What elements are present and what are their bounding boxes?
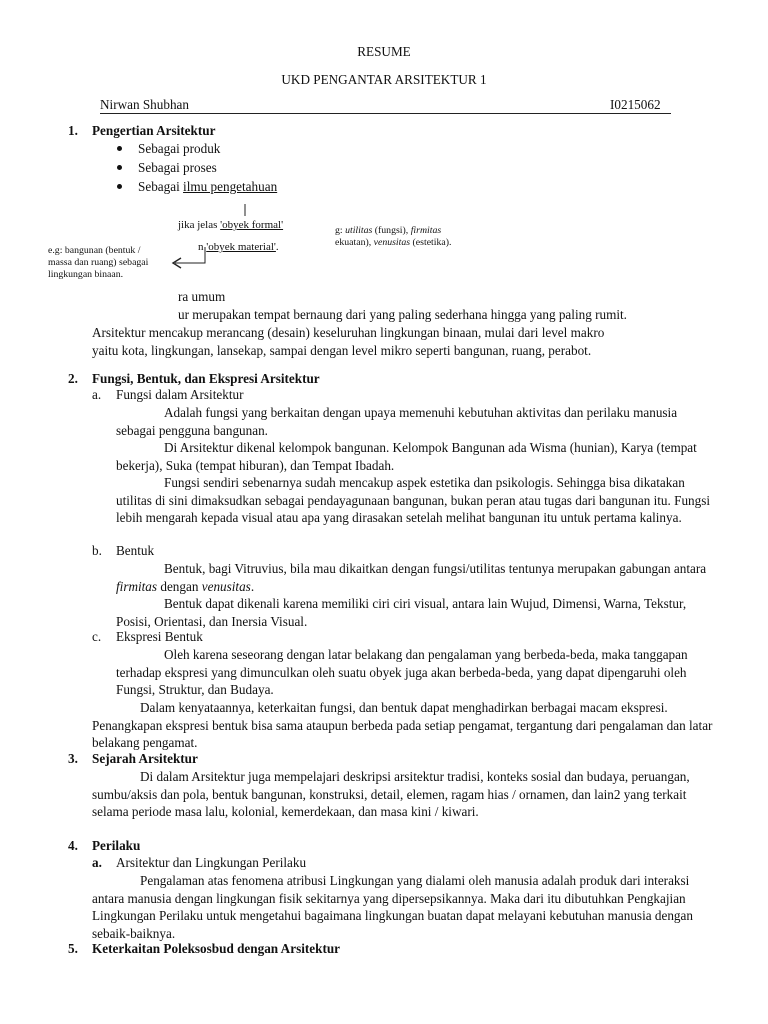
list-item: Sebagai ilmu pengetahuan [138, 179, 278, 194]
callout-material: n 'obyek material'. [198, 241, 279, 253]
callout-example: e.g: bangunan (bentuk / massa dan ruang) sebagai lingkungan binaan. [48, 245, 149, 280]
partial-text: ur merupakan tempat bernaung dari yang paling sederhana hingga yang paling rumit. [178, 307, 627, 322]
sub-heading: Arsitektur dan Lingkungan Perilaku [116, 855, 307, 870]
section-heading: Perilaku [92, 838, 141, 853]
student-id: I0215062 [610, 97, 661, 112]
sub-label: c. [92, 629, 102, 644]
sub-heading: Fungsi dalam Arsitektur [116, 387, 244, 402]
callout-vitruvius: g: utilitas (fungsi), firmitas ekuatan), venusitas (estetika). [335, 225, 452, 248]
sub-label: a. [92, 855, 102, 870]
paragraph: Oleh karena seseorang dengan latar belakang dan pengalaman yang berbeda-beda, maka tanggapan terhadap ekspresi yang dimunculkan oleh suatu obyek juga akan berbeda-beda, yang dapat dipengaruhi oleh Fungsi, Struktur, dan Budaya. [116, 647, 688, 698]
paragraph: Pengalaman atas fenomena atribusi Lingkungan yang dialami oleh manusia adalah produk dari interaksi antara manusia dengan lingkungan fisik sekitarnya yang dipersepsikannya. Maka dari itu dibutuhkan Pengkajian Lingkungan Perilaku untuk mengetahui bagaimana lingkungan buatan dapat melayani kebutuhan manusia dengan sebaik-baiknya. [92, 873, 693, 941]
paragraph: Dalam kenyataannya, keterkaitan fungsi, dan bentuk dapat menghadirkan berbagai macam ekspresi. Penangkapan ekspresi bentuk bisa sama ataupun berbeda pada setiap pengamat, tergantung dari pengalaman dan latar belakang pengamat. [92, 700, 713, 751]
section-number: 1. [68, 123, 78, 138]
sub-heading: Bentuk [116, 543, 155, 558]
section-number: 5. [68, 941, 78, 956]
paragraph: Bentuk dapat dikenali karena memiliki ciri ciri visual, antara lain Wujud, Dimensi, Warna, Tekstur, Posisi, Orientasi, dan Inersia Visual. [116, 596, 687, 629]
section-number: 3. [68, 751, 78, 766]
paragraph: Bentuk, bagi Vitruvius, bila mau dikaitkan dengan fungsi/utilitas tentunya merupakan gabungan antara firmitas dengan venusitas. [116, 561, 707, 594]
sub-label: a. [92, 387, 102, 402]
paragraph-line: yaitu kota, lingkungan, lansekap, sampai dengan level mikro seperti bangunan, ruang, perabot. [92, 343, 592, 358]
section-number: 2. [68, 371, 78, 386]
section-heading: Keterkaitan Poleksosbud dengan Arsitektur [92, 941, 341, 956]
section-heading: Fungsi, Bentuk, dan Ekspresi Arsitektur [92, 371, 320, 386]
sub-heading: Ekspresi Bentuk [116, 629, 203, 644]
section-heading: Sejarah Arsitektur [92, 751, 198, 766]
sub-label: b. [92, 543, 102, 558]
paragraph: Adalah fungsi yang berkaitan dengan upaya memenuhi kebutuhan aktivitas dan perilaku manusia sebagai pengguna bangunan. [116, 405, 678, 438]
paragraph: Di dalam Arsitektur juga mempelajari deskripsi arsitektur tradisi, konteks sosial dan budaya, peruangan, sumbu/aksis dan pola, bentuk bangunan, konstruksi, detail, elemen, ragam hias / ornamen, dan lain2 yang terkait selama periode masa lalu, kolonial, kemerdekaan, dan masa kini / kiwari. [92, 769, 690, 820]
author-name: Nirwan Shubhan [100, 97, 190, 112]
partial-text: ra umum [178, 289, 226, 304]
section-number: 4. [68, 838, 78, 853]
section-heading: Pengertian Arsitektur [92, 123, 216, 138]
list-item: Sebagai produk [138, 141, 221, 156]
document-subtitle: UKD PENGANTAR ARSITEKTUR 1 [281, 72, 487, 87]
paragraph-line: Arsitektur mencakup merancang (desain) keseluruhan lingkungan binaan, mulai dari level makro [92, 325, 605, 340]
list-item: Sebagai proses [138, 160, 217, 175]
document-title: RESUME [357, 44, 411, 59]
paragraph: Fungsi sendiri sebenarnya sudah mencakup aspek estetika dan psikologis. Sehingga bisa dikatakan utilitas di sini dimaksudkan sebagai pendayagunaan bangunan, bukan peran atau tugas dari bangunan itu. Fungsi lebih mengarah kepada visual atau apa yang dirasakan setelah melihat bangunan itu untuk pertama kalinya. [116, 475, 711, 526]
callout-formal: jika jelas 'obyek formal' [178, 219, 284, 231]
paragraph: Di Arsitektur dikenal kelompok bangunan. Kelompok Bangunan ada Wisma (hunian), Karya (tempat bekerja), Suka (tempat hiburan), dan Tempat Ibadah. [116, 440, 697, 473]
